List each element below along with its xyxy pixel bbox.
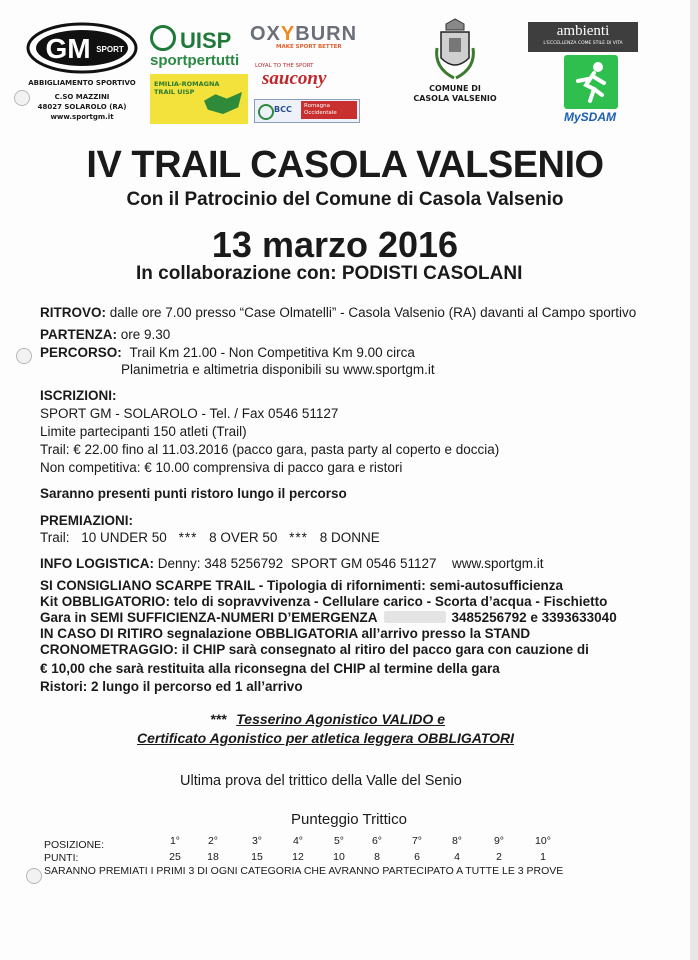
- logistica-label: INFO LOGISTICA:: [40, 556, 154, 571]
- premiazioni-label: PREMIAZIONI:: [40, 513, 133, 528]
- redacted-smudge: [384, 611, 446, 623]
- position-cell: 6°: [371, 835, 383, 847]
- points-cell: 25: [169, 851, 181, 863]
- iscrizioni-line-3: Trail: € 22.00 fino al 11.03.2016 (pacco gara, pasta party al coperto e doccia): [40, 442, 500, 457]
- gm-address-line2: 48027 SOLAROLO (RA): [37, 103, 127, 111]
- prize-under50: 10 UNDER 50: [81, 530, 167, 545]
- points-row-label: PUNTI:: [44, 852, 79, 864]
- position-cell: 1°: [169, 835, 181, 847]
- points-cell: 4: [454, 851, 460, 863]
- rules-line-3: Gara in SEMI SUFFICIENZA-NUMERI D’EMERGENZA 3485256792 e 3393633040: [40, 610, 617, 625]
- collaboration-line: In collaborazione con: PODISTI CASOLANI: [136, 263, 523, 284]
- iscrizioni-line-4: Non competitiva: € 10.00 comprensiva di pacco gara e ristori: [40, 460, 403, 475]
- requirement-line-2: Certificato Agonistico per atletica leggera OBBLIGATORI: [137, 730, 515, 746]
- ritrovo-label: RITROVO:: [40, 305, 106, 320]
- percorso-text: Trail Km 21.00 - Non Competitiva Km 9.00 circa: [129, 345, 415, 360]
- percorso-line: [40, 345, 415, 360]
- rules-line-4: IN CASO DI RITIRO segnalazione OBBLIGATORIA all’arrivo presso la STAND: [40, 626, 531, 641]
- gm-website: www.sportgm.it: [50, 113, 114, 121]
- bcc-circle-icon: [258, 104, 274, 120]
- uisp-slogan: sportpertutti: [150, 52, 240, 69]
- emilia-romagna-trail-logo: [150, 74, 248, 124]
- points-cell: 2: [496, 851, 502, 863]
- mysdam-logo: MySDAM: [563, 110, 616, 124]
- partenza-text: ore 9.30: [120, 327, 171, 342]
- percorso-label: PERCORSO:: [40, 345, 122, 360]
- scan-edge: [690, 0, 698, 960]
- comune-crest-icon: [432, 18, 478, 84]
- uisp-name: UISP: [180, 28, 232, 53]
- points-cell: 1: [540, 851, 546, 863]
- rules-line-1: SI CONSIGLIANO SCARPE TRAIL - Tipologia di rifornimenti: semi-autosufficienza: [40, 578, 564, 593]
- bcc-logo: BCC Romagna Occidentale: [254, 99, 360, 123]
- iscrizioni-label: ISCRIZIONI:: [40, 388, 117, 403]
- ritrovo-line: [40, 305, 636, 320]
- iscrizioni-line-2: Limite partecipanti 150 atleti (Trail): [40, 424, 247, 439]
- trittico-footer: SARANNO PREMIATI I PRIMI 3 DI OGNI CATEGORIA CHE AVRANNO PARTECIPATO A TUTTE LE 3 PROVE: [44, 865, 564, 877]
- saucony-tagline: LOYAL TO THE SPORT: [255, 63, 314, 69]
- er-trail-label: EMILIA-ROMAGNA TRAIL UISP: [154, 80, 220, 96]
- position-cell: 8°: [451, 835, 463, 847]
- bcc-region: Romagna Occidentale: [301, 101, 357, 119]
- punch-hole: [16, 348, 32, 364]
- rules-line-7: Ristori: 2 lungo il percorso ed 1 all’arrivo: [40, 679, 303, 694]
- event-subtitle: Con il Patrocinio del Comune di Casola Valsenio: [126, 189, 564, 210]
- gm-brand-text: GM: [45, 33, 91, 64]
- points-cell: 12: [292, 851, 304, 863]
- position-cell: 10°: [535, 835, 551, 847]
- position-row-label: POSIZIONE:: [44, 839, 105, 851]
- ambienti-tagline: L'ECCELLENZA COME STILE DI VITA: [543, 41, 623, 46]
- trittico-note: Ultima prova del trittico della Valle del Senio: [180, 773, 462, 789]
- gm-sport-text: SPORT: [96, 45, 124, 54]
- uisp-swirl-icon: [150, 25, 176, 51]
- rules-line-6: € 10,00 che sarà restituita alla riconsegna del CHIP al termine della gara: [40, 661, 500, 676]
- ristoro-note: Saranno presenti punti ristoro lungo il percorso: [40, 486, 347, 501]
- logistica-denny: Denny: 348 5256792: [157, 556, 284, 571]
- trittico-heading: Punteggio Trittico: [291, 811, 407, 828]
- rules-line-5: CRONOMETRAGGIO: il CHIP sarà consegnato al ritiro del pacco gara con cauzione di: [40, 642, 589, 657]
- uisp-logo: [150, 25, 231, 54]
- oxyburn-logo: OXYBURN: [250, 23, 358, 45]
- position-cell: 4°: [292, 835, 304, 847]
- iscrizioni-line-1: SPORT GM - SOLAROLO - Tel. / Fax 0546 51127: [40, 406, 339, 421]
- event-date: 13 marzo 2016: [211, 224, 459, 265]
- oxyburn-tagline: MAKE SPORT BETTER: [276, 44, 342, 50]
- gm-address-line1: C.SO MAZZINI: [54, 93, 110, 101]
- points-cell: 6: [414, 851, 420, 863]
- emergency-numbers: 3485256792 e 3393633040: [451, 610, 617, 625]
- partenza-line: [40, 327, 170, 342]
- prize-over50: 8 OVER 50: [209, 530, 278, 545]
- premiazioni-line: Trail: 10 UNDER 50 *** 8 OVER 50 *** 8 DONNE: [40, 530, 380, 545]
- saucony-logo: saucony: [262, 68, 327, 89]
- gm-subtitle: ABBIGLIAMENTO SPORTIVO: [28, 79, 136, 87]
- position-cell: 3°: [251, 835, 263, 847]
- gm-address: [22, 78, 142, 122]
- event-title: IV TRAIL CASOLA VALSENIO: [86, 144, 604, 186]
- position-cell: 5°: [333, 835, 345, 847]
- logistica-line: [40, 556, 436, 571]
- position-cell: 2°: [207, 835, 219, 847]
- points-cell: 18: [207, 851, 219, 863]
- punch-hole: [14, 90, 30, 106]
- rules-line-2: Kit OBBLIGATORIO: telo di sopravvivenza - Cellulare carico - Scorta d’acqua - Fischietto: [40, 594, 608, 609]
- logistica-website: www.sportgm.it: [452, 556, 544, 571]
- punch-hole: [26, 868, 42, 884]
- points-cell: 15: [251, 851, 263, 863]
- comune-label: COMUNE DI CASOLA VALSENIO: [413, 84, 497, 103]
- partenza-label: PARTENZA:: [40, 327, 117, 342]
- ritrovo-text: dalle ore 7.00 presso “Case Olmatelli” - Casola Valsenio (RA) davanti al Campo sportivo: [109, 305, 637, 320]
- logistica-sportgm: SPORT GM 0546 51127: [290, 556, 437, 571]
- requirement-line-1: *** Tesserino Agonistico VALIDO e: [210, 711, 445, 727]
- runner-icon: [564, 55, 618, 109]
- points-cell: 8: [374, 851, 380, 863]
- prize-donne: 8 DONNE: [319, 530, 380, 545]
- ambienti-logo: ambienti L'ECCELLENZA COME STILE DI VITA: [528, 22, 638, 52]
- points-cell: 10: [333, 851, 345, 863]
- percorso-text-2: Planimetria e altimetria disponibili su www.sportgm.it: [121, 362, 435, 377]
- position-cell: 9°: [493, 835, 505, 847]
- gm-sport-logo: [26, 22, 138, 74]
- position-cell: 7°: [411, 835, 423, 847]
